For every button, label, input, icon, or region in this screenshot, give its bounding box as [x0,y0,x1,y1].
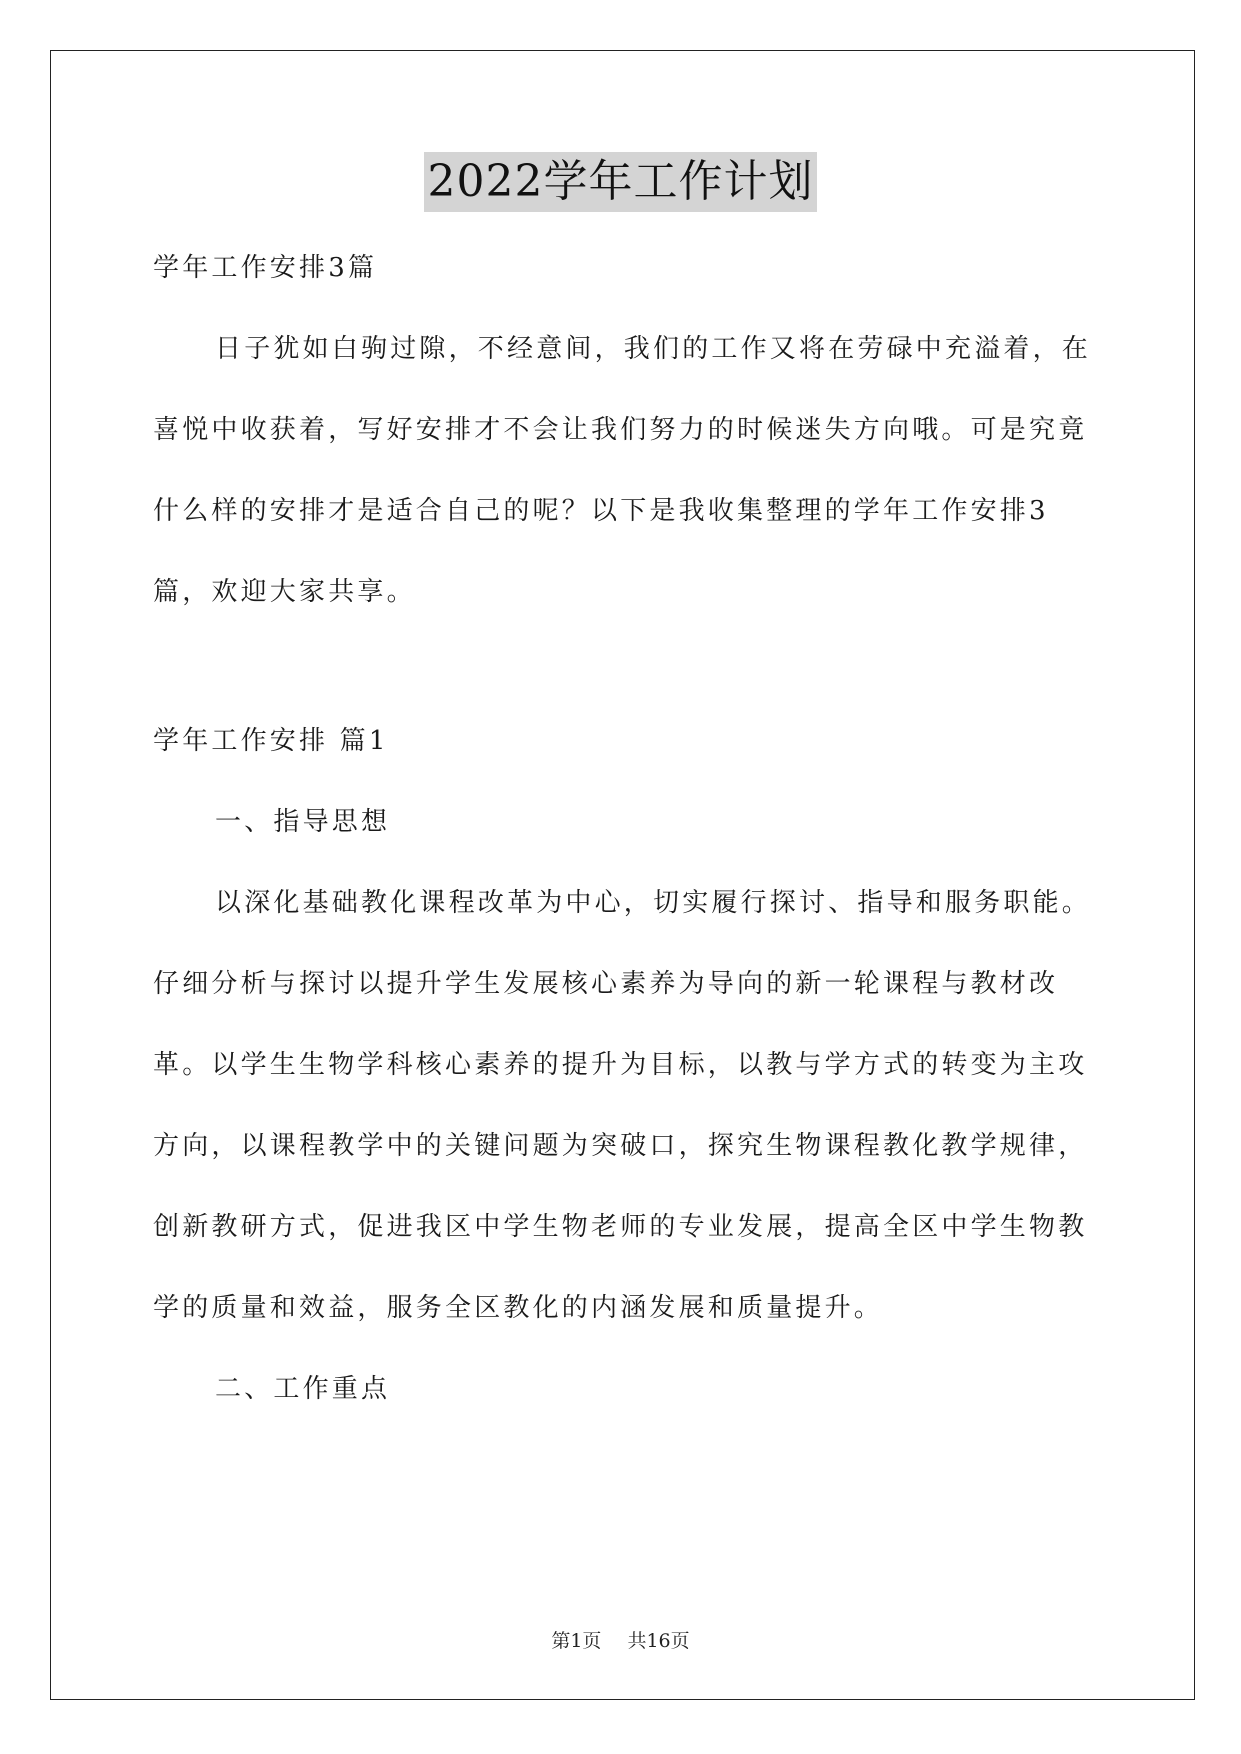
heading-guiding-ideology: 一、指导思想 [215,807,391,837]
page-total: 共16页 [627,1630,690,1652]
page-number: 第1页 [551,1630,602,1652]
document-subtitle: 学年工作安排3篇 [153,253,378,283]
heading-work-focus: 二、工作重点 [215,1374,391,1404]
page-footer [0,1626,1241,1653]
document-title: 2022学年工作计划 [424,152,818,212]
section-heading: 学年工作安排 篇1 [153,726,389,756]
guiding-ideology-paragraph: 以深化基础教化课程改革为中心，切实履行探讨、指导和服务职能。仔细分析与探讨以提升学生发展核心素养为导向的新一轮课程与教材改革。以学生生物学科核心素养的提升为目标，以教与学方式的转变为主攻方向，以课程教学中的关键问题为突破口，探究生物课程教化教学规律，创新教研方式，促进我区中学生物老师的专业发展，提高全区中学生物教学的质量和效益，服务全区教化的内涵发展和质量提升。 [153,888,1092,1323]
section-gap [153,633,1093,701]
document-body [153,228,1093,1430]
title-wrap [0,152,1241,212]
intro-paragraph: 日子犹如白驹过隙，不经意间，我们的工作又将在劳碌中充溢着，在喜悦中收获着，写好安排才不会让我们努力的时候迷失方向哦。可是究竟什么样的安排才是适合自己的呢？以下是我收集整理的学年工作安排3篇，欢迎大家共享。 [153,334,1092,607]
